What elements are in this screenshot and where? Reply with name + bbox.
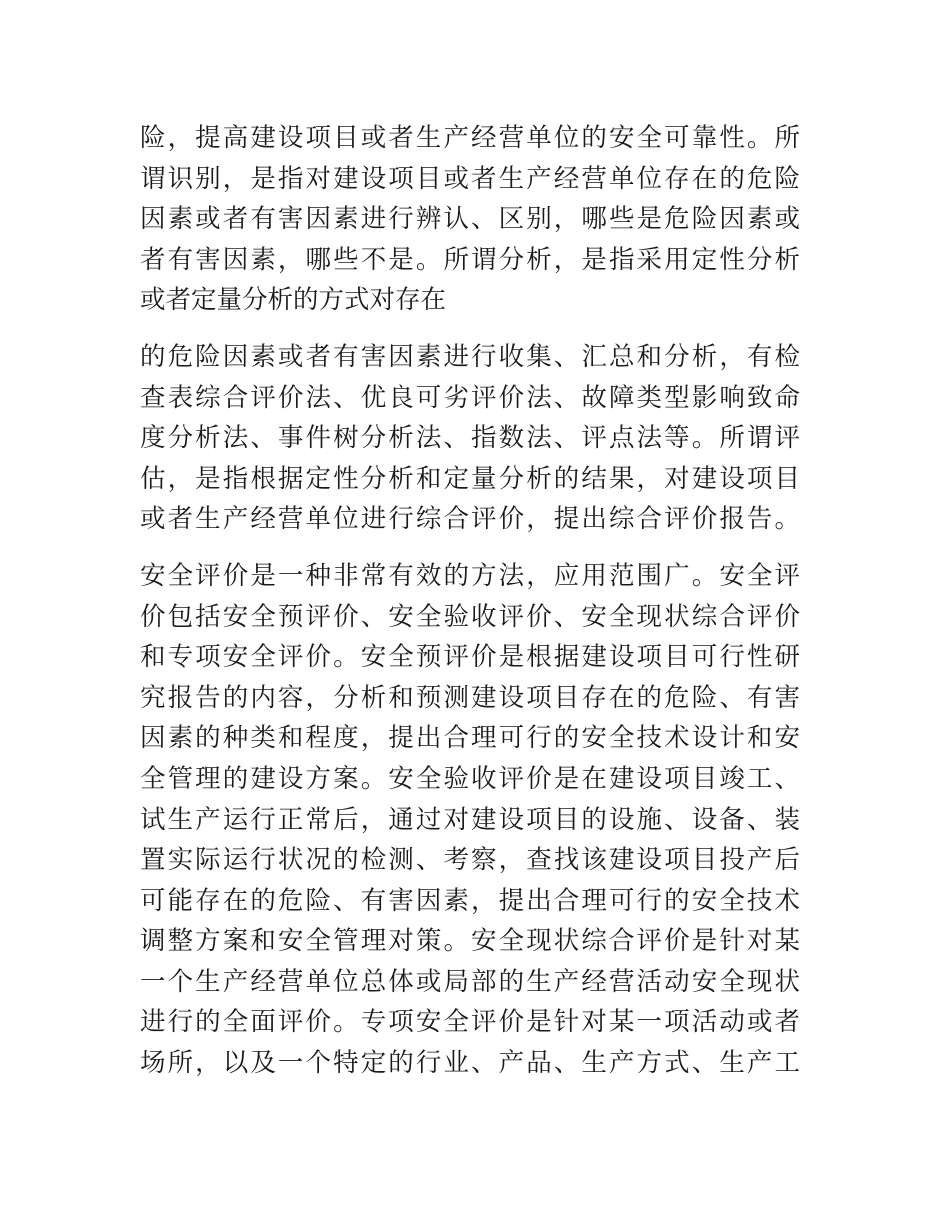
text-line: 试生产运行正常后，通过对建设项目的设施、设备、装 <box>140 804 800 835</box>
text-line: 谓识别，是指对建设项目或者生产经营单位存在的危险 <box>140 163 800 194</box>
text-line: 或者定量分析的方式对存在 <box>140 285 447 316</box>
text-line: 究报告的内容，分析和预测建设项目存在的危险、有害 <box>140 682 800 713</box>
text-line: 因素或者有害因素进行辨认、区别，哪些是危险因素或 <box>140 204 800 235</box>
text-line: 进行的全面评价。专项安全评价是针对某一项活动或者 <box>140 1007 800 1038</box>
text-line: 全管理的建设方案。安全验收评价是在建设项目竣工、 <box>140 763 800 794</box>
text-line: 的危险因素或者有害因素进行收集、汇总和分析，有检 <box>140 341 800 372</box>
text-line: 或者生产经营单位进行综合评价，提出综合评价报告。 <box>140 504 800 535</box>
document-body <box>140 118 800 1100</box>
text-line: 和专项安全评价。安全预评价是根据建设项目可行性研 <box>140 642 800 673</box>
text-line: 者有害因素，哪些不是。所谓分析，是指采用定性分析 <box>140 244 800 275</box>
paragraph-2 <box>140 337 800 540</box>
text-line: 因素的种类和程度，提出合理可行的安全技术设计和安 <box>140 723 800 754</box>
text-line: 调整方案和安全管理对策。安全现状综合评价是针对某 <box>140 926 800 957</box>
text-line: 度分析法、事件树分析法、指数法、评点法等。所谓评 <box>140 423 800 454</box>
text-line: 价包括安全预评价、安全验收评价、安全现状综合评价 <box>140 601 800 632</box>
paragraph-3 <box>140 556 800 1084</box>
text-line: 安全评价是一种非常有效的方法，应用范围广。安全评 <box>140 560 800 591</box>
text-line: 置实际运行状况的检测、考察，查找该建设项目投产后 <box>140 845 800 876</box>
text-line: 可能存在的危险、有害因素，提出合理可行的安全技术 <box>140 885 800 916</box>
text-line: 险，提高建设项目或者生产经营单位的安全可靠性。所 <box>140 123 800 153</box>
text-line: 一个生产经营单位总体或局部的生产经营活动安全现状 <box>140 966 800 997</box>
text-line: 估，是指根据定性分析和定量分析的结果，对建设项目 <box>140 463 800 494</box>
paragraph-1 <box>140 118 800 321</box>
text-line: 场所，以及一个特定的行业、产品、生产方式、生产工 <box>140 1048 800 1079</box>
text-line: 查表综合评价法、优良可劣评价法、故障类型影响致命 <box>140 382 800 413</box>
